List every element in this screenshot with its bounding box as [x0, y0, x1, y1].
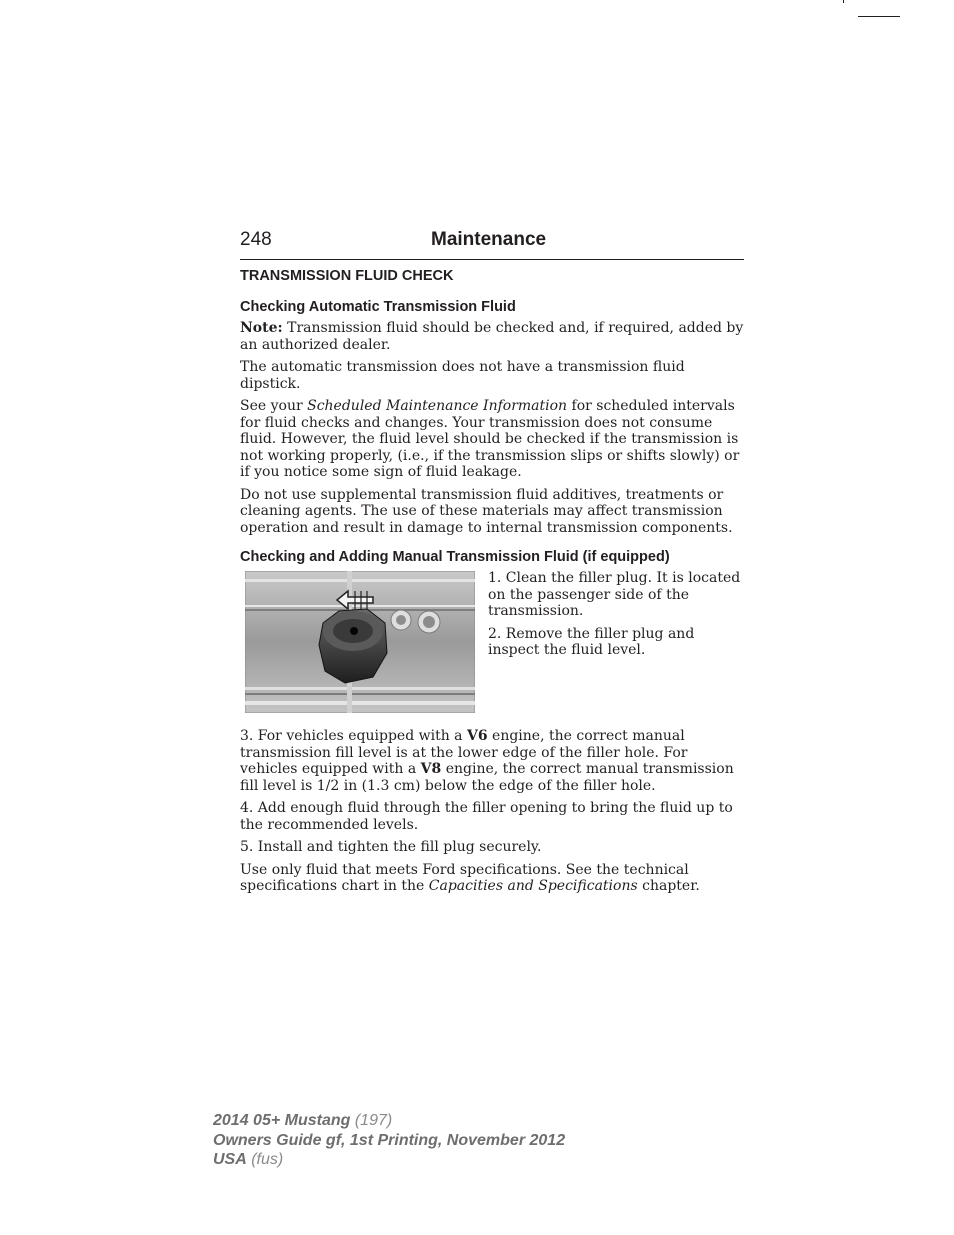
spec-reference: Capacities and Specifications — [428, 878, 638, 894]
footer-line-3 — [213, 1150, 565, 1170]
step-5: 5. Install and tighten the fill plug securely. — [240, 839, 542, 855]
page-title: TRANSMISSION FLUID CHECK — [240, 268, 454, 284]
step-3-v8: V8 — [420, 761, 442, 777]
schedule-reference: Scheduled Maintenance Information — [307, 398, 568, 414]
step-3-text-a: 3. For vehicles equipped with a — [240, 728, 467, 744]
note-label: Note: — [240, 320, 283, 336]
footer-model-code: (197) — [350, 1112, 393, 1129]
schedule-text-start: See your — [240, 398, 308, 414]
note-paragraph — [240, 320, 746, 353]
spec-text-start: Use only fluid that meets Ford specifications. See the technical specifications chart in the — [240, 861, 689, 894]
footer-market-code: (fus) — [246, 1151, 284, 1168]
page-content — [240, 266, 746, 901]
step-3-text-b: engine, the correct manual transmission fill level is at the lower edge of the filler hole. For vehicles equipped with a — [240, 728, 688, 777]
step-3 — [240, 728, 746, 794]
figure-steps — [488, 570, 746, 665]
manual-heading: Checking and Adding Manual Transmission Fluid (if equipped) — [240, 549, 670, 565]
page-number: 248 — [240, 229, 272, 250]
footer-line-1 — [213, 1111, 565, 1131]
filler-plug-illustration — [245, 571, 475, 713]
page-header — [240, 229, 744, 260]
crop-mark-line — [858, 16, 900, 17]
step-4: 4. Add enough fluid through the filler opening to bring the fluid up to the recommended levels. — [240, 800, 733, 833]
step-1: 1. Clean the filler plug. It is located on the passenger side of the transmission. — [488, 570, 741, 619]
step-3-text-c: engine, the correct manual transmission fill level is 1/2 in (1.3 cm) below the edge of the filler hole. — [240, 761, 734, 794]
automatic-heading: Checking Automatic Transmission Fluid — [240, 299, 516, 315]
footer-model: 2014 05+ Mustang — [213, 1112, 351, 1129]
step-2: 2. Remove the filler plug and inspect the fluid level. — [488, 625, 695, 658]
paragraph-dipstick: The automatic transmission does not have a transmission fluid dipstick. — [240, 359, 685, 392]
crop-mark — [843, 0, 844, 3]
paragraph-schedule — [240, 398, 746, 481]
footer-printing: Owners Guide gf, 1st Printing, November 2012 — [213, 1131, 566, 1149]
spec-text-end: chapter. — [637, 878, 700, 894]
paragraph-additives: Do not use supplemental transmission fluid additives, treatments or cleaning agents. The use of these materials may affect transmission operation and result in damage to internal transmission components. — [240, 486, 733, 536]
note-text: Transmission fluid should be checked and, if required, added by an authorized dealer. — [240, 320, 744, 353]
paragraph-ford-spec — [240, 862, 746, 895]
step-3-v6: V6 — [466, 728, 488, 744]
schedule-text-end: for scheduled intervals for fluid checks and changes. Your transmission does not consume fluid. However, the fluid level should be checked if the transmission is not working properly, (i.e., if the transmission slips or shifts slowly) or if you notice some sign of fluid leakage. — [240, 398, 740, 480]
page-footer — [213, 1111, 565, 1170]
figure-row — [240, 570, 746, 728]
footer-market: USA — [213, 1151, 247, 1168]
section-title: Maintenance — [431, 229, 547, 250]
footer-line-2 — [213, 1131, 565, 1151]
